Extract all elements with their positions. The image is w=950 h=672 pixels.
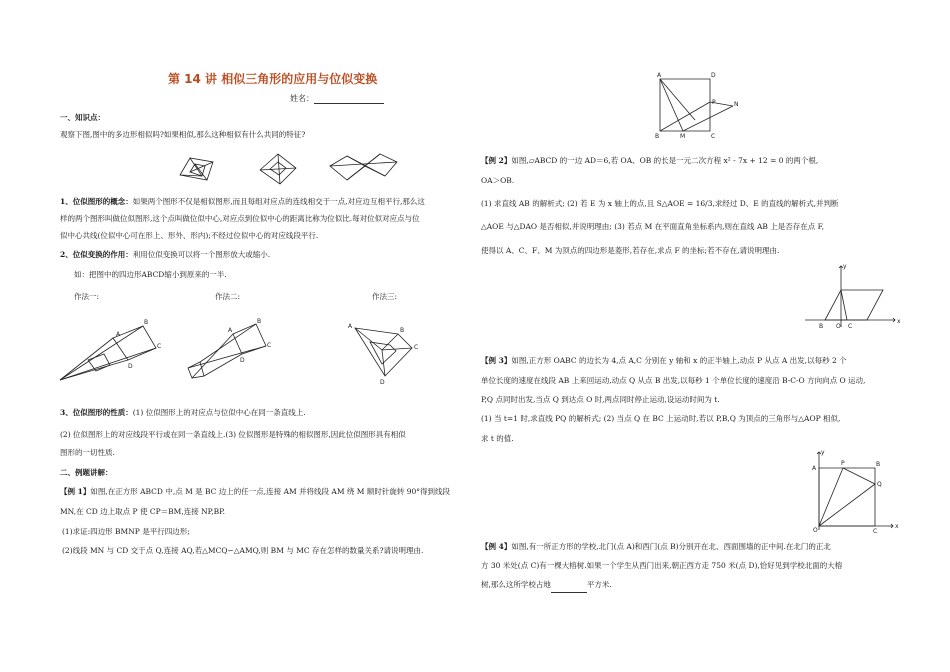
property-text-3: 图形的一切性质.	[60, 448, 115, 457]
example-2-figure	[803, 262, 903, 332]
transform-text: 利用位似变换可以将一个图形放大或缩小.	[132, 250, 271, 259]
section1-heading: 一、知识点：	[60, 113, 105, 122]
svg-text:D: D	[128, 363, 133, 370]
label-P: P	[712, 99, 716, 106]
label-Q: Q	[877, 481, 882, 488]
label-B: B	[655, 133, 660, 140]
property-paragraph	[60, 404, 306, 421]
section2-heading: 二、例题讲解：	[60, 468, 113, 477]
example-4-text-3b: 平方米.	[586, 580, 612, 589]
svg-text:C: C	[157, 343, 162, 350]
concept-text-3: 似中心共线(位似中心可在形上、形外、形内);不经过位似中心的对应线段平行.	[60, 231, 319, 240]
example-2-text-4: △AOE 与△DAO 是否相似,并说明理由; (3) 若点 M 在平面直角坐标系内,则在直线 AB 上是否存在点 F,	[481, 222, 825, 231]
example-1-text-1: 如图,在正方形 ABCD 中,点 M 是 BC 边上的任一点,连接 AM 并将线段 AM 绕 M 顺时针旋转 90°得到线段	[90, 487, 451, 496]
method-3-label: 作法三:	[372, 292, 398, 301]
label-D: D	[711, 72, 716, 79]
method-2-label: 作法二:	[215, 292, 241, 301]
intro-figure-1	[180, 158, 213, 180]
example-1-text-2: MN,在 CD 边上取点 P 使 CP＝BM,连接 NP,BP.	[60, 507, 226, 516]
svg-text:D: D	[380, 379, 385, 386]
example-4-text-3a: 树,那么这所学校占地	[481, 580, 551, 589]
svg-text:B: B	[400, 327, 405, 334]
axis-label-y: y	[843, 263, 847, 270]
example-4-label: 【例 4】	[481, 542, 512, 551]
concept-text-2: 样的两个图形叫做位似图形,这个点叫做位似中心,对应点到位似中心的距离比称为位似比.每对位似对应点与位	[60, 214, 420, 223]
method-3-figure	[340, 318, 420, 388]
example-2-text-5: 使得以 A、C、F、M 为顶点的四边形是菱形,若存在,求点 F 的坐标;若不存在,请说明理由.	[481, 246, 780, 255]
example-4-text-3	[481, 576, 612, 593]
example-1-figure	[655, 74, 745, 144]
property-text-1: (1) 位似图形上的对应点与位似中心在同一条直线上.	[132, 408, 306, 417]
concept-label: 1、位似图形的概念：	[60, 197, 133, 206]
axis-label-y: y	[821, 449, 825, 456]
example-4-text-2: 方 30 米处(点 C)有一棵大榕树.如果一个学生从西门出来,朝正西方走 750 米(点 D),恰好见到学校北面的大榕	[481, 561, 843, 570]
example-4-paragraph	[481, 538, 831, 555]
intro-figures	[175, 150, 435, 190]
example-2-label: 【例 2】	[481, 156, 512, 165]
method-1-figure	[58, 318, 168, 388]
answer-blank[interactable]	[551, 584, 587, 593]
example-3-paragraph	[481, 352, 847, 369]
example-3-text-2: 单位长度的速度在线段 AB 上来回运动,动点 Q 从点 B 出发,以每秒 1 个单位长度的速度沿 B-C-O 方向向点 O 运动,	[481, 376, 866, 385]
label-A: A	[657, 72, 662, 79]
property-label: 3、位似图形的性质：	[60, 408, 133, 417]
label-N: N	[734, 101, 739, 108]
label-A: A	[812, 465, 817, 472]
label-P: P	[841, 460, 845, 467]
example-text: 如：把图中的四边形ABCD缩小到原来的一半.	[74, 270, 227, 279]
transform-paragraph	[60, 246, 270, 263]
example-1-question-2: (2)线段 MN 与 CD 交于点 Q,连接 AQ,若△MCQ∽△AMQ,则 BM 与 MC 存在怎样的数量关系?请说明理由.	[62, 546, 424, 555]
label-O: O	[836, 323, 841, 330]
svg-text:A: A	[116, 331, 121, 338]
example-1-paragraph	[60, 483, 450, 500]
example-3-text-4: (1) 当 t=1 时,求直线 PQ 的解析式; (2) 当点 Q 在 BC 上运动时,若以 P,B,Q 为顶点的三角形与△AOP 相似,	[481, 414, 841, 423]
method-1-label: 作法一:	[74, 292, 100, 301]
example-3-text-3: P,Q 点同时出发,当点 Q 到达点 O 时,两点同时停止运动,设运动时间为 t.	[481, 395, 720, 404]
example-1-label: 【例 1】	[60, 487, 91, 496]
svg-text:D: D	[240, 357, 245, 364]
axis-label-x: x	[897, 318, 901, 325]
example-3-figure	[809, 448, 899, 538]
label-B: B	[876, 461, 881, 468]
name-label: 姓名：	[290, 94, 314, 103]
intro-figure-3	[330, 154, 397, 180]
label-M: M	[680, 133, 686, 140]
name-blank[interactable]	[314, 95, 384, 104]
name-field	[290, 93, 384, 104]
concept-text-1: 如果两个图形不仅是相似图形,而且每组对应点的连线相交于一点,对应边互相平行,那么这	[132, 197, 425, 206]
page-title: 第 14 讲 相似三角形的应用与位似变换	[168, 72, 378, 86]
axis-label-x: x	[895, 523, 899, 530]
method-2-figure	[178, 320, 288, 390]
transform-label: 2、位似变换的作用：	[60, 250, 133, 259]
example-2-text-3: (1) 求直线 AB 的解析式; (2) 若 E 为 x 轴上的点,且 S△AOE = 16/3,求经过 D、E 的直线的解析式,并判断	[481, 199, 839, 208]
label-C: C	[873, 528, 878, 535]
svg-text:B: B	[257, 318, 262, 325]
example-1-question-1: (1)求证:四边形 BMNP 是平行四边形;	[62, 527, 190, 536]
example-2-text-2: OA＞OB.	[481, 176, 515, 185]
example-2-paragraph	[481, 152, 818, 169]
svg-text:C: C	[414, 344, 419, 351]
label-C: C	[711, 133, 716, 140]
example-2-text-1: 如图,▱ABCD 的一边 AD＝6,若 OA、OB 的长是一元二次方程 x² - 7x + 12 = 0 的两个根,	[511, 156, 819, 165]
example-3-text-5: 求 t 的值.	[481, 434, 514, 443]
svg-text:C: C	[267, 342, 272, 349]
intro-text: 观察下图,图中的多边形相似吗?如果相似,那么这种相似有什么共同的特征?	[60, 130, 306, 139]
example-4-text-1: 如图,有一所正方形的学校,北门(点 A)和西门(点 B)分别开在北、西面围墙的正中间.在北门的正北	[511, 542, 831, 551]
label-B: B	[819, 323, 824, 330]
svg-text:B: B	[144, 319, 149, 326]
svg-text:A: A	[228, 327, 233, 334]
label-C: C	[848, 323, 853, 330]
example-3-text-1: 如图,正方形 OABC 的边长为 4,点 A,C 分别在 y 轴和 x 的正半轴上,动点 P 从点 A 出发,以每秒 2 个	[511, 356, 847, 365]
property-text-2: (2) 位似图形上的对应线段平行或在同一条直线上.(3) 位似图形是特殊的相似图形,因此位似图形具有相似	[60, 430, 406, 439]
example-3-label: 【例 3】	[481, 356, 512, 365]
intro-figure-2	[260, 154, 296, 184]
svg-text:A: A	[348, 323, 353, 330]
label-O: O	[813, 527, 818, 534]
concept-paragraph	[60, 193, 425, 210]
